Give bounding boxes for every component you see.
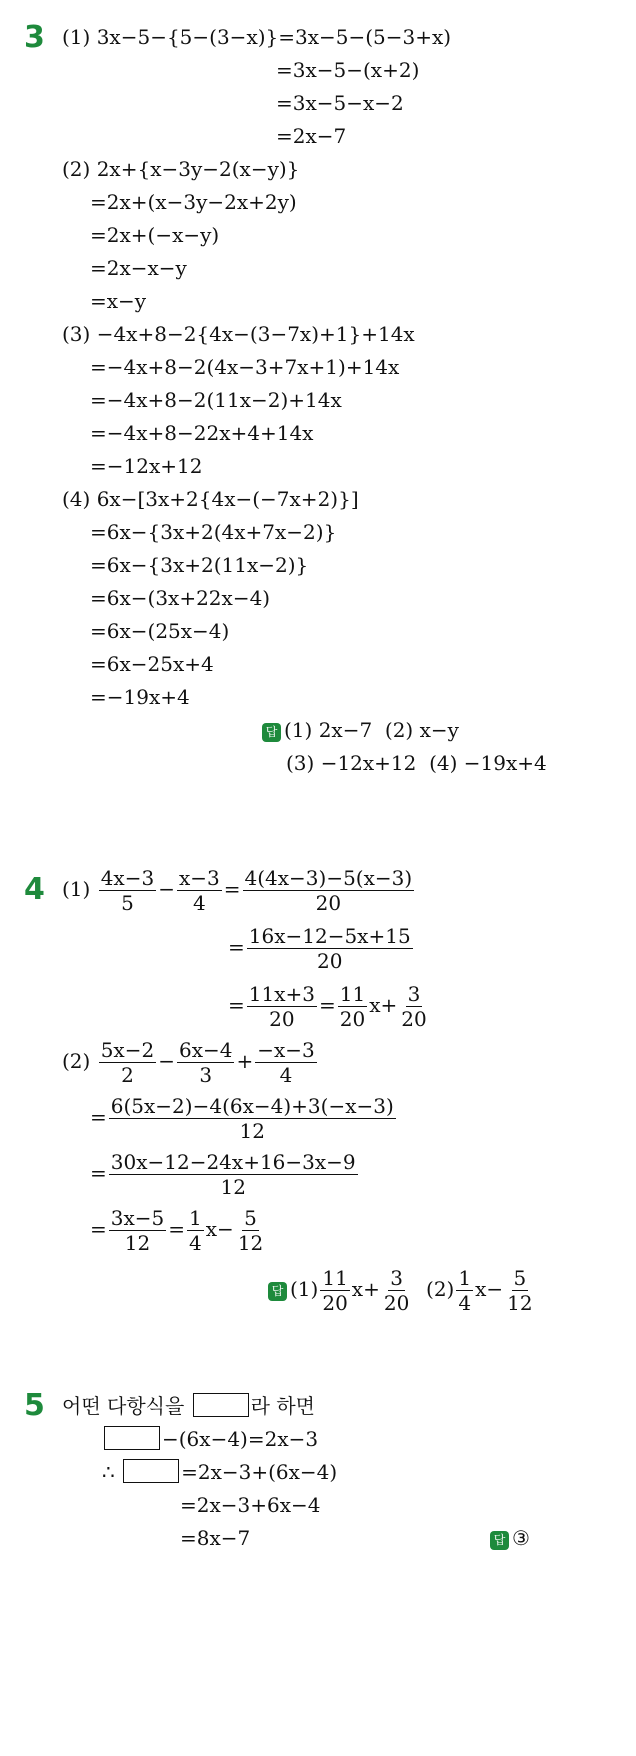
answer-4: (4) −19x+4 — [429, 751, 547, 775]
p3-part3-line0 — [62, 321, 415, 347]
fraction: $\frac{4x-3}{5}$ — [100, 866, 155, 915]
answer-2: (2) x−y — [384, 718, 459, 742]
fraction: $\frac{3}{20}$ — [383, 1266, 410, 1315]
p3-part2-line2: =2x+(−x−y) — [90, 223, 220, 247]
p3-part4-line1: =6x−{3x+2(4x+7x−2)} — [90, 520, 337, 544]
blank-box — [123, 1459, 179, 1483]
p5-line4: =8x−7 — [180, 1526, 251, 1550]
p4-part1-line3: = $\frac{11x+3}{20}$ = $\frac{11}{20}$ x+ $\frac{3}{20}$ — [228, 982, 427, 1031]
p3-part3-line1: =−4x+8−2(4x−3+7x+1)+14x — [90, 355, 400, 379]
answer-badge-icon: 답 — [262, 723, 281, 742]
answer-3: (3) −12x+12 — [286, 751, 417, 775]
p4-part1-line2: = $\frac{16x-12-5x+15}{20}$ — [228, 924, 411, 973]
p4-answer-row: 답 (1) $\frac{11}{20}$ x+ $\frac{3}{20}$ (2) $\frac{1}{4}$ x− $\frac{5}{12}$ — [268, 1266, 537, 1315]
p5-line1: −(6x−4)=2x−3 — [102, 1426, 318, 1452]
expression: 3x−5−{5−(3−x)} — [96, 25, 279, 49]
p4-part2-line1: (2) $\frac{5x-2}{2}$ − $\frac{6x-4}{3}$ + $\frac{-x-3}{4}$ — [62, 1038, 315, 1087]
fraction: $\frac{3}{20}$ — [401, 982, 427, 1031]
part-label: (4) — [62, 487, 91, 511]
fraction: $\frac{5x-2}{2}$ — [100, 1038, 155, 1087]
p4-part2-line2: = $\frac{6(5x-2)-4(6x-4)+3(-x-3)}{12}$ — [90, 1094, 394, 1143]
fraction: $\frac{x-3}{4}$ — [178, 866, 220, 915]
p3-answer-row2 — [286, 750, 547, 776]
therefore-symbol: ∴ — [102, 1460, 115, 1484]
p3-part3-line3: =−4x+8−22x+4+14x — [90, 421, 314, 445]
problem-number-4: 4 — [24, 872, 45, 907]
p4-part2-line3: = $\frac{30x-12-24x+16-3x-9}{12}$ — [90, 1150, 356, 1199]
expression: −4x+8−2{4x−(3−7x)+1}+14x — [96, 322, 415, 346]
p3-part2-line0 — [62, 156, 299, 182]
blank-box — [193, 1393, 249, 1417]
fraction: $\frac{11}{20}$ — [322, 1266, 348, 1315]
fraction: $\frac{6(5x-2)-4(6x-4)+3(-x-3)}{12}$ — [110, 1094, 394, 1143]
fraction: $\frac{5}{12}$ — [237, 1206, 264, 1255]
p3-part2-line3: =2x−x−y — [90, 256, 187, 280]
fraction: $\frac{6x-4}{3}$ — [178, 1038, 233, 1087]
fraction: $\frac{16x-12-5x+15}{20}$ — [248, 924, 411, 973]
p5-line3: =2x−3+6x−4 — [180, 1493, 321, 1517]
expression: 6x−[3x+2{4x−(−7x+2)}] — [96, 487, 359, 511]
p3-part4-line6: =−19x+4 — [90, 685, 190, 709]
answer-badge-icon: 답 — [490, 1531, 509, 1550]
fraction: $\frac{1}{4}$ — [189, 1206, 202, 1255]
p3-part1-line4: =2x−7 — [276, 124, 347, 148]
fraction: $\frac{4(4x-3)-5(x-3)}{20}$ — [244, 866, 413, 915]
p3-part2-line1: =2x+(x−3y−2x+2y) — [90, 190, 297, 214]
answer-badge-icon: 답 — [268, 1282, 287, 1301]
p3-part4-line4: =6x−(25x−4) — [90, 619, 230, 643]
p3-part4-line3: =6x−(3x+22x−4) — [90, 586, 271, 610]
p5-intro: 어떤 다항식을 라 하면 — [62, 1394, 315, 1418]
p5-line2: ∴ =2x−3+(6x−4) — [102, 1460, 338, 1484]
p3-part1-line3: =3x−5−x−2 — [276, 91, 404, 115]
fraction: $\frac{11}{20}$ — [339, 982, 366, 1031]
fraction: $\frac{-x-3}{4}$ — [257, 1038, 315, 1087]
p3-answer-row1 — [262, 717, 459, 743]
problem-number-3: 3 — [24, 20, 45, 55]
answer-1: (1) 2x−7 — [284, 718, 373, 742]
p3-part1-line2: =3x−5−(x+2) — [276, 58, 420, 82]
p3-part2-line4: =x−y — [90, 289, 147, 313]
p3-part3-line2: =−4x+8−2(11x−2)+14x — [90, 388, 342, 412]
fraction: $\frac{11x+3}{20}$ — [248, 982, 315, 1031]
p4-part2-line4: = $\frac{3x-5}{12}$ = $\frac{1}{4}$ x− $\frac{5}{12}$ — [90, 1206, 264, 1255]
p3-part1-line1 — [62, 24, 451, 50]
fraction: $\frac{3x-5}{12}$ — [110, 1206, 165, 1255]
part-label: (3) — [62, 322, 91, 346]
part-label: (1) — [62, 25, 91, 49]
expression: =3x−5−(5−3+x) — [278, 25, 452, 49]
p3-part3-line4: =−12x+12 — [90, 454, 203, 478]
p4-part1-line1: (1) $\frac{4x-3}{5}$ − $\frac{x-3}{4}$ = $\frac{4(4x-3)-5(x-3)}{20}$ — [62, 866, 413, 915]
fraction: $\frac{5}{12}$ — [507, 1266, 533, 1315]
expression: 2x+{x−3y−2(x−y)} — [96, 157, 300, 181]
p3-part4-line2: =6x−{3x+2(11x−2)} — [90, 553, 309, 577]
p3-part4-line0 — [62, 486, 359, 512]
p5-answer: 답 ③ — [490, 1525, 530, 1551]
part-label: (2) — [62, 1049, 91, 1073]
fraction: $\frac{1}{4}$ — [458, 1266, 472, 1315]
part-label: (1) — [62, 877, 91, 901]
part-label: (2) — [62, 157, 91, 181]
p3-part4-line5: =6x−25x+4 — [90, 652, 214, 676]
problem-number-5: 5 — [24, 1388, 45, 1423]
fraction: $\frac{30x-12-24x+16-3x-9}{12}$ — [110, 1150, 356, 1199]
blank-box — [104, 1426, 160, 1450]
